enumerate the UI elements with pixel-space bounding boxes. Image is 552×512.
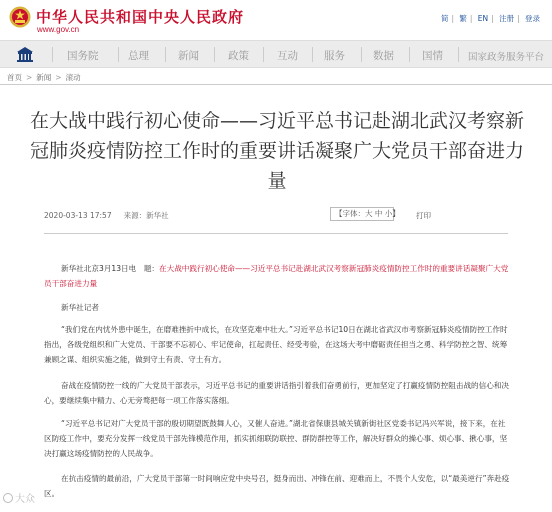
register-link[interactable]: 注册	[499, 14, 515, 23]
national-emblem-icon[interactable]	[9, 5, 31, 29]
lang-english-link[interactable]: EN	[477, 14, 489, 23]
watermark-icon	[3, 493, 13, 503]
nav-divider	[361, 47, 362, 62]
article-paragraph: 新华社记者	[61, 303, 99, 312]
nav-item-state-council[interactable]: 国务院	[67, 50, 99, 62]
article-paragraph: “习近平总书记对广大党员干部的殷切期望既鼓舞人心，又催人奋进。”湖北省保康县城关镇新街社区党委书记冯兴军说，接下来，在社区防疫工作中，要充分发挥一线党员干部先锋模范作用，抓实抓细联防联控、群防群控等工作，解决好群众的操心事、烦心事、揪心事，坚决打赢这场疫情防控的人民战争。	[44, 419, 508, 458]
nav-item-gov-service-platform[interactable]: 国家政务服务平台	[468, 52, 545, 63]
meta-divider	[44, 233, 508, 234]
source-label: 来源：	[123, 211, 147, 220]
print-link[interactable]: 打印	[416, 211, 431, 220]
breadcrumb-home[interactable]: 首页	[7, 73, 22, 82]
nav-item-national-conditions[interactable]: 国情	[422, 50, 443, 62]
article-paragraph: 在抗击疫情的最前沿，广大党员干部第一时间响应党中央号召，挺身而出、冲锋在前、迎难而上，不畏个人安危，以“最美逆行”奔赴疫区。	[44, 474, 510, 498]
nav-divider	[118, 47, 119, 62]
nav-divider	[312, 47, 313, 62]
nav-divider	[52, 47, 53, 62]
site-title[interactable]: 中华人民共和国中央人民政府	[36, 8, 245, 26]
site-domain: www.gov.cn	[37, 25, 80, 34]
nav-item-news[interactable]: 新闻	[178, 50, 199, 62]
nav-divider	[458, 47, 459, 62]
language-links: 简 | 繁 | EN | 注册 | 登录	[440, 14, 540, 23]
nav-item-data[interactable]: 数据	[373, 50, 394, 62]
home-building-icon[interactable]	[16, 46, 34, 63]
login-link[interactable]: 登录	[525, 14, 540, 23]
nav-divider	[409, 47, 410, 62]
site-header	[0, 0, 552, 40]
article-paragraph: “我们党在内忧外患中诞生，在磨难挫折中成长，在攻坚克难中壮大。”习近平总书记10日在湖北省武汉市考察新冠肺炎疫情防控工作时指出，各级党组织和广大党员、干部要不忘初心、牢记使命，扛起责任、经受考验，在这场大考中磨砺责任担当之勇、科学防控之智、统筹兼顾之谋、组织实施之能，做到守土有责、守土有方。	[44, 325, 508, 364]
breadcrumb-rolling[interactable]: 滚动	[65, 73, 81, 82]
font-size-control[interactable]: 【字体：大 中 小】	[330, 207, 394, 221]
breadcrumb-divider	[0, 84, 552, 85]
article-title: 在大战中践行初心使命——习近平总书记赴湖北武汉考察新冠肺炎疫情防控工作时的重要讲话凝聚广大党员干部奋进力量	[30, 110, 525, 192]
nav-item-premier[interactable]: 总理	[128, 50, 149, 62]
breadcrumb: 首页 > 新闻 > 滚动	[7, 73, 81, 82]
main-nav	[0, 40, 552, 68]
article-source: 新华社	[146, 211, 169, 220]
nav-divider	[165, 47, 166, 62]
breadcrumb-news[interactable]: 新闻	[36, 73, 52, 82]
nav-divider	[263, 47, 264, 62]
article-topic-link[interactable]: 在大战中践行初心使命——习近平总书记赴湖北武汉考察新冠肺炎疫情防控工作时的重要讲话凝聚广大党员干部奋进力量	[44, 264, 509, 288]
nav-divider	[214, 47, 215, 62]
article-paragraph: 新华社北京3月13日电 题：在大战中践行初心使命——习近平总书记赴湖北武汉考察新冠肺炎疫情防控工作时的重要讲话凝聚广大党员干部奋进力量	[44, 264, 509, 288]
lang-simplified-link[interactable]: 简	[440, 14, 449, 23]
publish-date: 2020-03-13 17:57	[44, 211, 112, 220]
nav-item-interaction[interactable]: 互动	[277, 50, 298, 62]
article-meta	[44, 210, 181, 221]
article-paragraph: 奋战在疫情防控一线的广大党员干部表示，习近平总书记的重要讲话指引着我们奋勇前行，更加坚定了打赢疫情防控阻击战的信心和决心，要继续集中精力、心无旁骛把每一项工作落实落细。	[44, 381, 510, 405]
nav-item-policy[interactable]: 政策	[228, 50, 249, 62]
nav-item-services[interactable]: 服务	[324, 50, 345, 62]
lang-traditional-link[interactable]: 繁	[459, 14, 467, 23]
watermark: 大众	[3, 490, 35, 505]
